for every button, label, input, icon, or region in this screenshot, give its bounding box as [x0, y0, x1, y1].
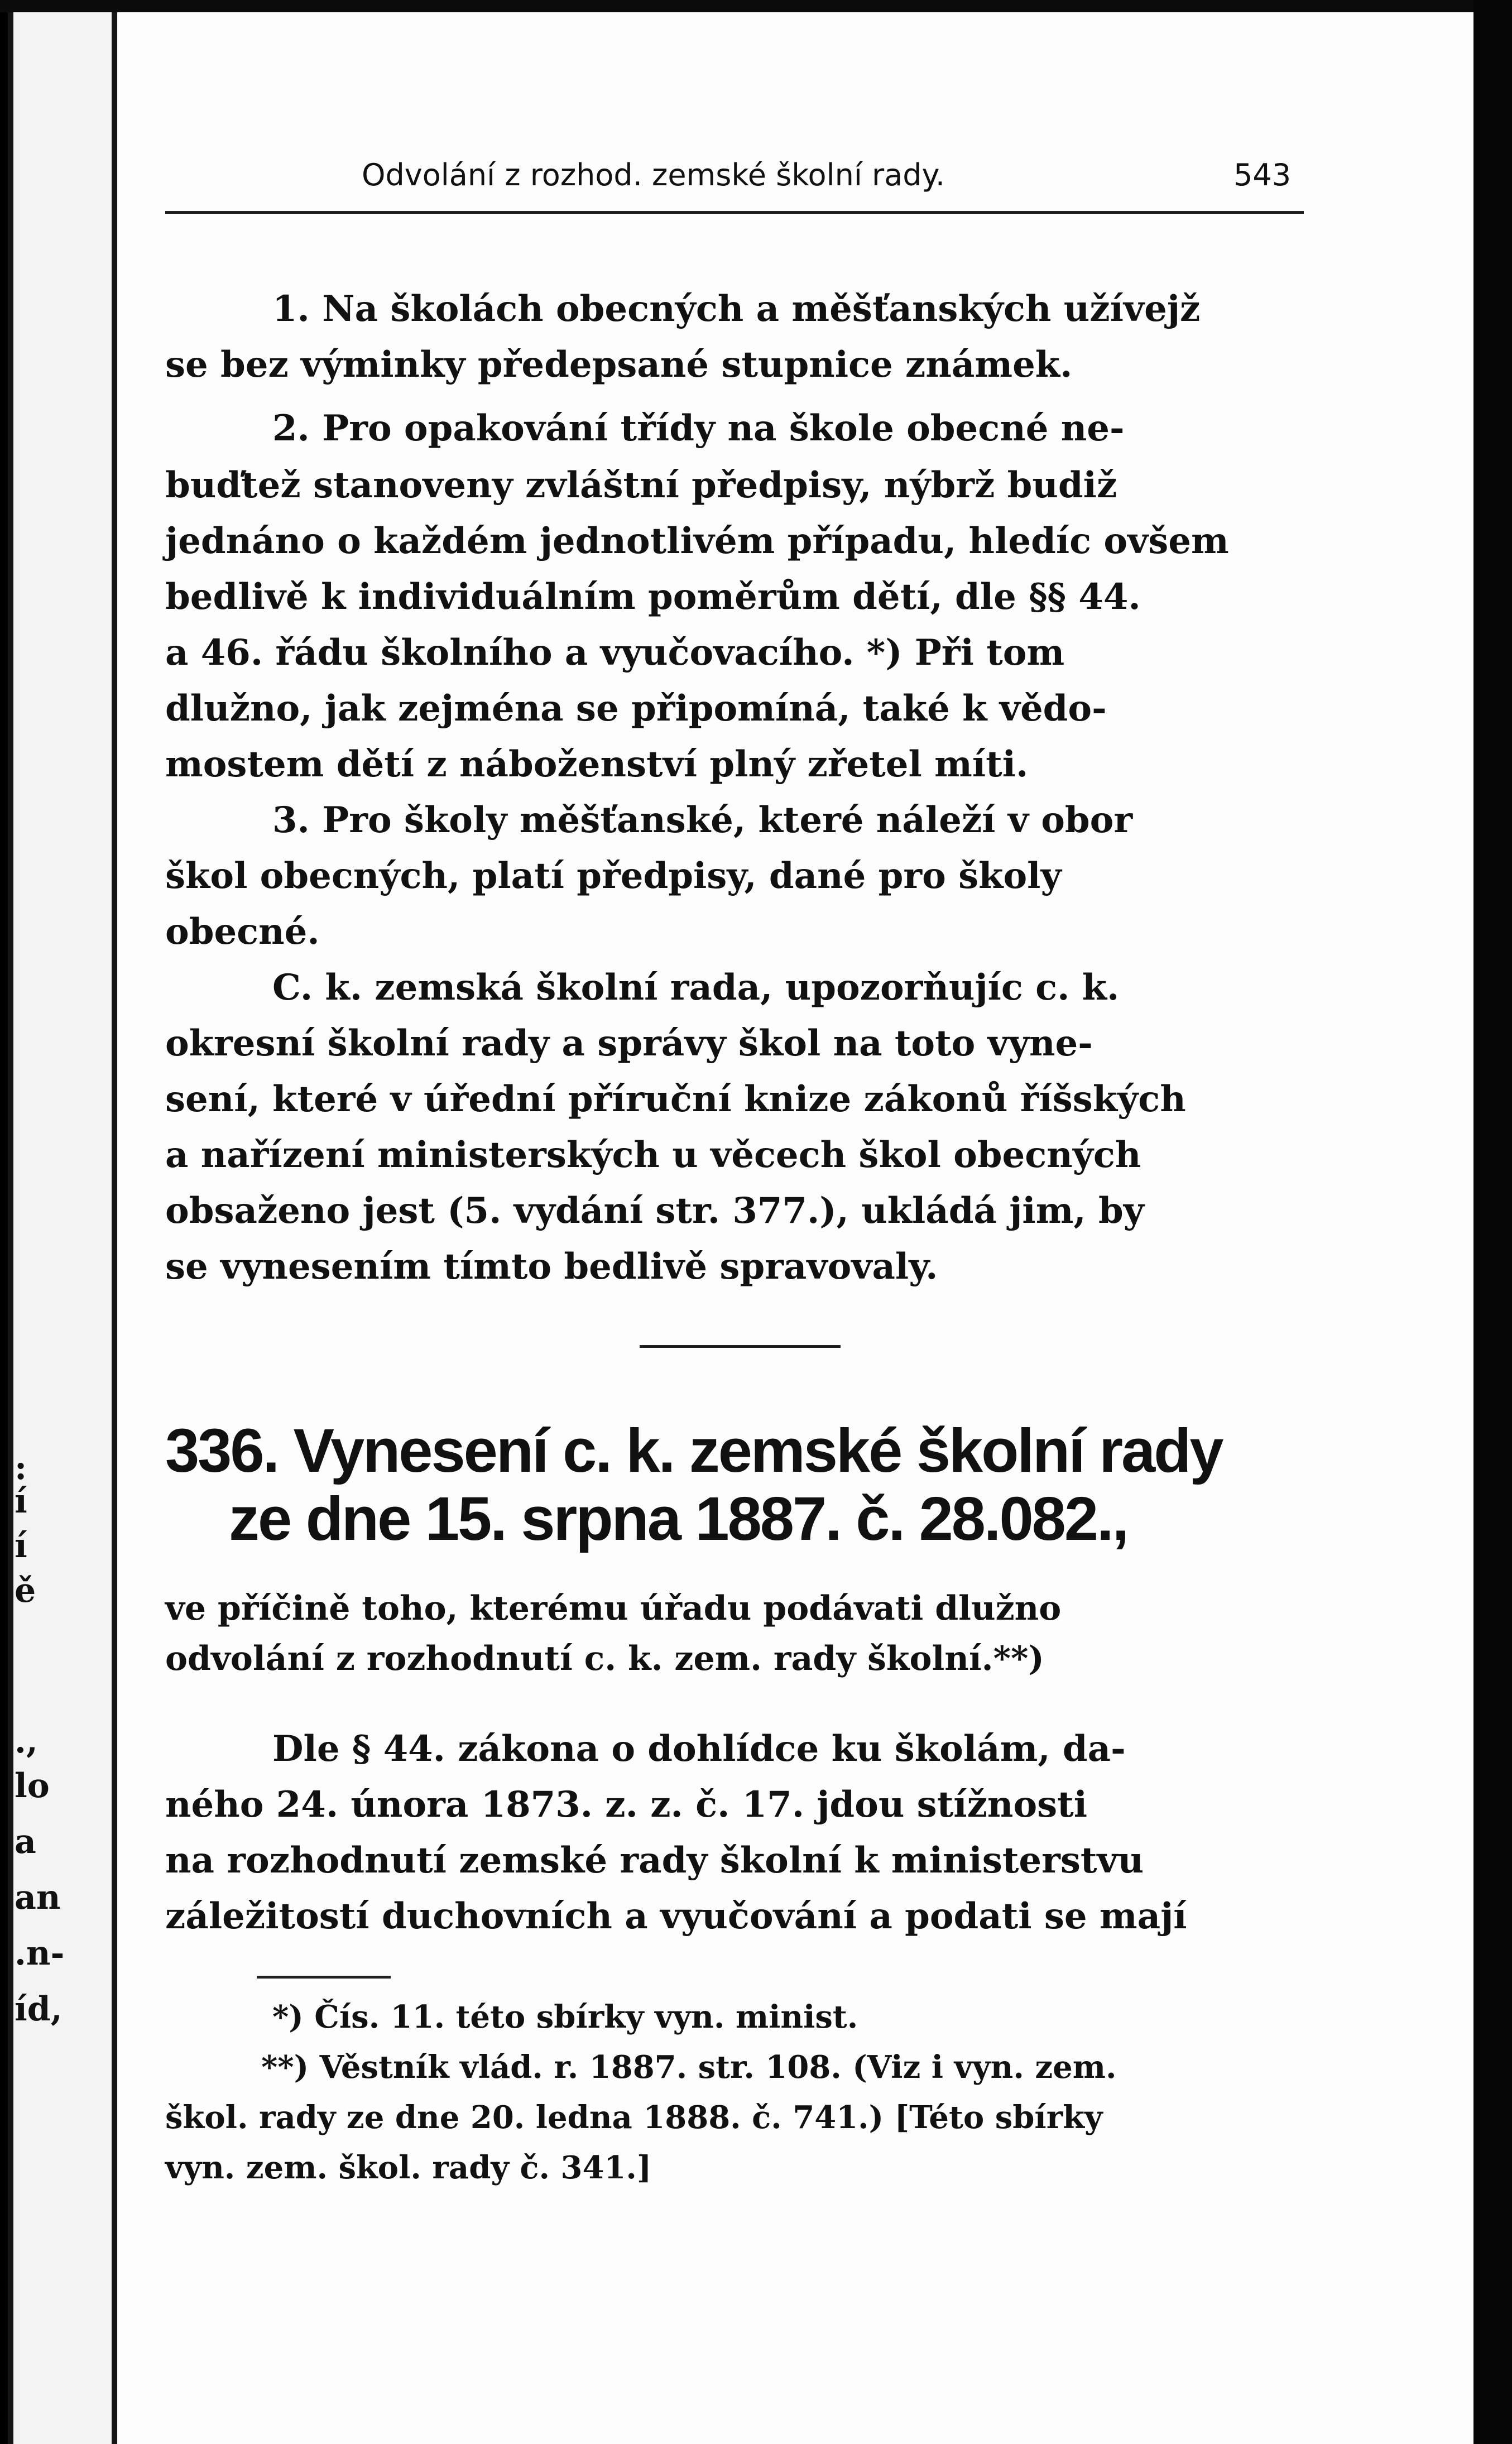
section-line: záležitostí duchovních a vyučování a podati se mají: [165, 1895, 1187, 1937]
body-line: se bez výminky předepsané stupnice známek.: [165, 344, 1073, 386]
body-line: C. k. zemská školní rada, upozorňujíc c. k.: [272, 967, 1120, 1009]
scan-right-border: [1473, 0, 1512, 2444]
body-line: 2. Pro opakování třídy na škole obecné ne-: [272, 407, 1125, 449]
body-line: a nařízení ministerských u věcech škol obecných: [165, 1134, 1141, 1176]
section-title: ze dne 15. srpna 1887. č. 28.082.,: [229, 1485, 1128, 1553]
body-line: se vynesením tímto bedlivě spravovaly.: [165, 1246, 938, 1288]
section-title: 336. Vynesení c. k. zemské školní rady: [165, 1417, 1222, 1485]
margin-fragment: .,: [15, 1722, 38, 1761]
margin-fragment: í: [15, 1482, 27, 1521]
header-rule: [165, 211, 1304, 214]
body-line: obsaženo jest (5. vydání str. 377.), ukládá jim, by: [165, 1190, 1144, 1232]
body-line: 3. Pro školy měšťanské, které náleží v obor: [272, 799, 1133, 841]
section-subtitle: ve příčině toho, kterému úřadu podávati dlužno: [165, 1589, 1062, 1628]
body-line: okresní školní rady a správy škol na toto vyne-: [165, 1022, 1093, 1064]
footnote-rule: [257, 1976, 391, 1979]
section-divider: [640, 1345, 841, 1348]
margin-fragment: íd,: [15, 1990, 63, 2029]
body-line: jednáno o každém jednotlivém případu, hledíc ovšem: [165, 520, 1229, 562]
body-line: mostem dětí z náboženství plný zřetel míti.: [165, 743, 1029, 785]
section-line: ného 24. února 1873. z. z. č. 17. jdou stížnosti: [165, 1784, 1088, 1826]
running-title: Odvolání z rozhod. zemské školní rady.: [362, 157, 945, 193]
footnote-line: vyn. zem. škol. rady č. 341.]: [165, 2149, 652, 2186]
margin-fragment: lo: [15, 1766, 50, 1806]
binding-shadow: [8, 12, 13, 2444]
section-subtitle: odvolání z rozhodnutí c. k. zem. rady školní.**): [165, 1639, 1044, 1678]
section-line: na rozhodnutí zemské rady školní k ministerstvu: [165, 1840, 1144, 1881]
footnote-line: **) Věstník vlád. r. 1887. str. 108. (Viz i vyn. zem.: [261, 2049, 1117, 2086]
margin-fragment: an: [15, 1878, 61, 1917]
margin-fragment: :: [15, 1448, 27, 1487]
footnote-line: škol. rady ze dne 20. ledna 1888. č. 741.) [Této sbírky: [165, 2099, 1103, 2136]
section-line: Dle § 44. zákona o dohlídce ku školám, da-: [272, 1728, 1126, 1770]
page-number: 543: [1233, 157, 1292, 193]
margin-fragment: í: [15, 1526, 27, 1566]
body-line: bedlivě k individuálním poměrům dětí, dle §§ 44.: [165, 576, 1141, 618]
margin-fragment: ě: [15, 1571, 36, 1610]
gutter-line: [112, 12, 117, 2444]
body-line: obecné.: [165, 911, 320, 953]
body-line: a 46. řádu školního a vyučovacího. *) Při tom: [165, 632, 1065, 674]
margin-fragment: a: [15, 1822, 36, 1861]
scan-top-border: [0, 0, 1512, 12]
margin-fragment: .n-: [15, 1934, 65, 1973]
body-line: 1. Na školách obecných a měšťanských užívejž: [272, 288, 1201, 330]
facing-page-edge: [12, 12, 118, 2444]
footnote-line: *) Čís. 11. této sbírky vyn. minist.: [272, 1999, 858, 2035]
body-line: škol obecných, platí předpisy, dané pro školy: [165, 855, 1062, 897]
body-line: sení, které v úřední příruční knize zákonů říšských: [165, 1078, 1186, 1120]
body-line: dlužno, jak zejména se připomíná, také k vědo-: [165, 688, 1107, 729]
body-line: buďtež stanoveny zvláštní předpisy, nýbrž budiž: [165, 464, 1117, 506]
